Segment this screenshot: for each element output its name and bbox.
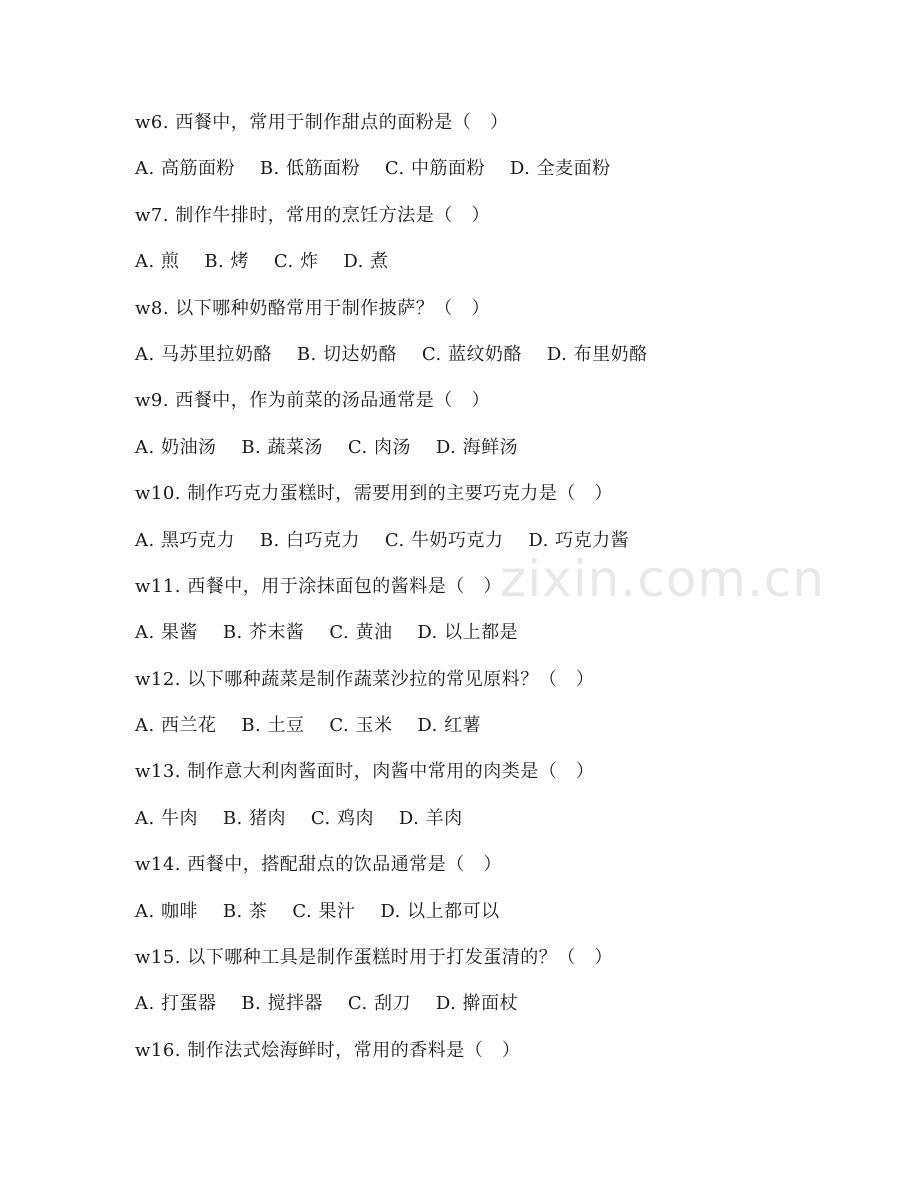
question-w7-options: A. 煎 B. 烤 C. 炸 D. 煮 (135, 251, 389, 273)
question-list (135, 106, 875, 1080)
question-w6-options: A. 高筋面粉 B. 低筋面粉 C. 中筋面粉 D. 全麦面粉 (135, 158, 611, 180)
question-w11-stem: w11. 西餐中，用于涂抹面包的酱料是（ ） (135, 575, 502, 597)
question-w12-options: A. 西兰花 B. 土豆 C. 玉米 D. 红薯 (135, 715, 482, 737)
question-w14-options: A. 咖啡 B. 茶 C. 果汁 D. 以上都可以 (135, 900, 500, 922)
question-w16-stem: w16. 制作法式烩海鲜时，常用的香料是（ ） (135, 1039, 521, 1061)
question-w14-stem: w14. 西餐中，搭配甜点的饮品通常是（ ） (135, 854, 502, 876)
question-w9-options: A. 奶油汤 B. 蔬菜汤 C. 肉汤 D. 海鲜汤 (135, 436, 519, 458)
question-w10-stem: w10. 制作巧克力蛋糕时，需要用到的主要巧克力是（ ） (135, 483, 613, 505)
question-w7-stem: w7. 制作牛排时，常用的烹饪方法是（ ） (135, 204, 490, 226)
question-w8-stem: w8. 以下哪种奶酪常用于制作披萨？（ ） (135, 297, 490, 319)
question-w10-options: A. 黑巧克力 B. 白巧克力 C. 牛奶巧克力 D. 巧克力酱 (135, 529, 630, 551)
question-w15-stem: w15. 以下哪种工具是制作蛋糕时用于打发蛋清的？（ ） (135, 947, 613, 969)
question-w12-stem: w12. 以下哪种蔬菜是制作蔬菜沙拉的常见原料？（ ） (135, 668, 595, 690)
question-w11-options: A. 果酱 B. 芥末酱 C. 黄油 D. 以上都是 (135, 622, 519, 644)
question-w6-stem: w6. 西餐中，常用于制作甜点的面粉是（ ） (135, 112, 509, 133)
question-w13-stem: w13. 制作意大利肉酱面时，肉酱中常用的肉类是（ ） (135, 761, 595, 783)
watermark: zixin.com.cn (500, 550, 826, 608)
question-w15-options: A. 打蛋器 B. 搅拌器 C. 刮刀 D. 擀面杖 (135, 993, 519, 1015)
question-w9-stem: w9. 西餐中，作为前菜的汤品通常是（ ） (135, 390, 490, 412)
question-w13-options: A. 牛肉 B. 猪肉 C. 鸡肉 D. 羊肉 (135, 807, 463, 829)
question-w8-options: A. 马苏里拉奶酪 B. 切达奶酪 C. 蓝纹奶酪 D. 布里奶酪 (135, 343, 648, 365)
